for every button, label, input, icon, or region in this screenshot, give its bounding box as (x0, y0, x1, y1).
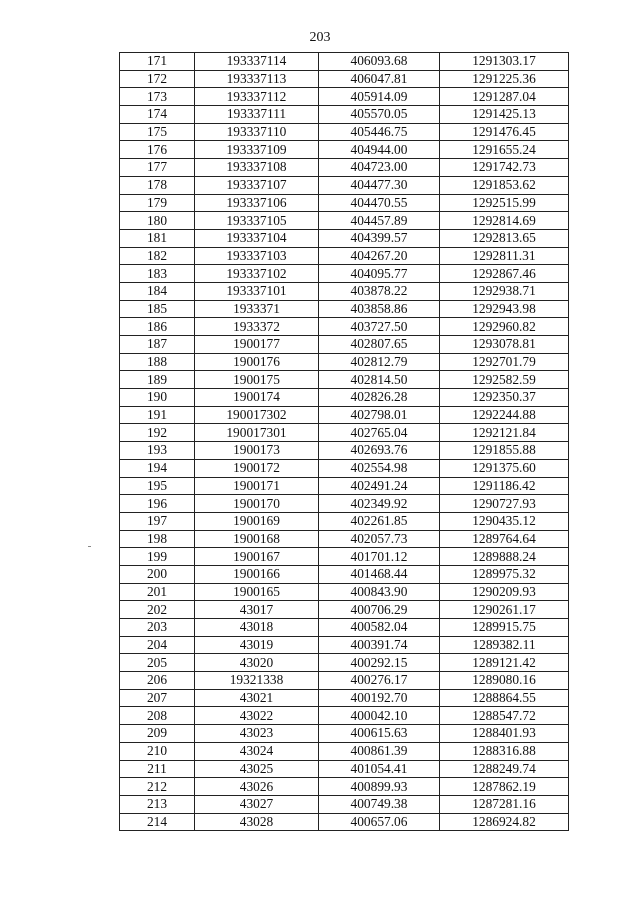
point-id-cell: 43018 (195, 619, 319, 637)
table-row (120, 742, 569, 760)
y-coordinate-cell: 1289382.11 (440, 636, 569, 654)
table-row (120, 159, 569, 177)
y-coordinate-cell: 1292867.46 (440, 265, 569, 283)
x-coordinate-cell: 406093.68 (319, 53, 440, 71)
x-coordinate-cell: 405570.05 (319, 106, 440, 124)
y-coordinate-cell: 1288401.93 (440, 725, 569, 743)
table-row (120, 176, 569, 194)
margin-mark (88, 546, 91, 547)
table-row (120, 424, 569, 442)
row-number-cell: 208 (120, 707, 195, 725)
x-coordinate-cell: 403878.22 (319, 282, 440, 300)
x-coordinate-cell: 402349.92 (319, 495, 440, 513)
row-number-cell: 196 (120, 495, 195, 513)
x-coordinate-cell: 402554.98 (319, 459, 440, 477)
row-number-cell: 200 (120, 565, 195, 583)
y-coordinate-cell: 1291655.24 (440, 141, 569, 159)
point-id-cell: 1900177 (195, 336, 319, 354)
row-number-cell: 175 (120, 123, 195, 141)
y-coordinate-cell: 1292814.69 (440, 212, 569, 230)
x-coordinate-cell: 403858.86 (319, 300, 440, 318)
point-id-cell: 193337111 (195, 106, 319, 124)
y-coordinate-cell: 1291742.73 (440, 159, 569, 177)
table-row (120, 477, 569, 495)
x-coordinate-cell: 402826.28 (319, 389, 440, 407)
x-coordinate-cell: 401468.44 (319, 565, 440, 583)
row-number-cell: 185 (120, 300, 195, 318)
table-row (120, 70, 569, 88)
y-coordinate-cell: 1292244.88 (440, 406, 569, 424)
y-coordinate-cell: 1288249.74 (440, 760, 569, 778)
x-coordinate-cell: 404399.57 (319, 229, 440, 247)
table-row (120, 619, 569, 637)
point-id-cell: 43022 (195, 707, 319, 725)
table-row (120, 813, 569, 831)
row-number-cell: 197 (120, 512, 195, 530)
x-coordinate-cell: 400861.39 (319, 742, 440, 760)
y-coordinate-cell: 1290209.93 (440, 583, 569, 601)
x-coordinate-cell: 400706.29 (319, 601, 440, 619)
table-row (120, 459, 569, 477)
point-id-cell: 193337105 (195, 212, 319, 230)
x-coordinate-cell: 402814.50 (319, 371, 440, 389)
y-coordinate-cell: 1292515.99 (440, 194, 569, 212)
x-coordinate-cell: 400843.90 (319, 583, 440, 601)
y-coordinate-cell: 1288547.72 (440, 707, 569, 725)
row-number-cell: 179 (120, 194, 195, 212)
row-number-cell: 177 (120, 159, 195, 177)
row-number-cell: 207 (120, 689, 195, 707)
point-id-cell: 43024 (195, 742, 319, 760)
row-number-cell: 213 (120, 795, 195, 813)
point-id-cell: 193337110 (195, 123, 319, 141)
x-coordinate-cell: 400276.17 (319, 672, 440, 690)
row-number-cell: 184 (120, 282, 195, 300)
point-id-cell: 190017301 (195, 424, 319, 442)
row-number-cell: 212 (120, 778, 195, 796)
x-coordinate-cell: 404095.77 (319, 265, 440, 283)
point-id-cell: 1900174 (195, 389, 319, 407)
point-id-cell: 193337103 (195, 247, 319, 265)
table-row (120, 371, 569, 389)
row-number-cell: 178 (120, 176, 195, 194)
x-coordinate-cell: 400192.70 (319, 689, 440, 707)
table-row (120, 565, 569, 583)
y-coordinate-cell: 1293078.81 (440, 336, 569, 354)
y-coordinate-cell: 1292121.84 (440, 424, 569, 442)
y-coordinate-cell: 1291225.36 (440, 70, 569, 88)
y-coordinate-cell: 1292813.65 (440, 229, 569, 247)
point-id-cell: 193337113 (195, 70, 319, 88)
row-number-cell: 210 (120, 742, 195, 760)
x-coordinate-cell: 404723.00 (319, 159, 440, 177)
y-coordinate-cell: 1290261.17 (440, 601, 569, 619)
point-id-cell: 43026 (195, 778, 319, 796)
row-number-cell: 186 (120, 318, 195, 336)
point-id-cell: 43021 (195, 689, 319, 707)
y-coordinate-cell: 1289764.64 (440, 530, 569, 548)
point-id-cell: 1900170 (195, 495, 319, 513)
row-number-cell: 206 (120, 672, 195, 690)
table-row (120, 88, 569, 106)
x-coordinate-cell: 406047.81 (319, 70, 440, 88)
row-number-cell: 189 (120, 371, 195, 389)
table-row (120, 53, 569, 71)
table-row (120, 194, 569, 212)
x-coordinate-cell: 403727.50 (319, 318, 440, 336)
row-number-cell: 199 (120, 548, 195, 566)
y-coordinate-cell: 1291375.60 (440, 459, 569, 477)
page-number: 203 (309, 30, 331, 45)
point-id-cell: 43025 (195, 760, 319, 778)
table-row (120, 636, 569, 654)
point-id-cell: 43020 (195, 654, 319, 672)
table-row (120, 265, 569, 283)
point-id-cell: 19321338 (195, 672, 319, 690)
point-id-cell: 43017 (195, 601, 319, 619)
x-coordinate-cell: 400391.74 (319, 636, 440, 654)
row-number-cell: 203 (120, 619, 195, 637)
x-coordinate-cell: 402765.04 (319, 424, 440, 442)
x-coordinate-cell: 404944.00 (319, 141, 440, 159)
y-coordinate-cell: 1289121.42 (440, 654, 569, 672)
row-number-cell: 193 (120, 442, 195, 460)
table-row (120, 530, 569, 548)
row-number-cell: 176 (120, 141, 195, 159)
x-coordinate-cell: 400042.10 (319, 707, 440, 725)
table-row (120, 654, 569, 672)
point-id-cell: 43019 (195, 636, 319, 654)
table-row (120, 229, 569, 247)
row-number-cell: 201 (120, 583, 195, 601)
row-number-cell: 187 (120, 336, 195, 354)
row-number-cell: 195 (120, 477, 195, 495)
x-coordinate-cell: 400899.93 (319, 778, 440, 796)
x-coordinate-cell: 400749.38 (319, 795, 440, 813)
y-coordinate-cell: 1291476.45 (440, 123, 569, 141)
table-row (120, 778, 569, 796)
y-coordinate-cell: 1292938.71 (440, 282, 569, 300)
y-coordinate-cell: 1289975.32 (440, 565, 569, 583)
row-number-cell: 190 (120, 389, 195, 407)
table-row (120, 512, 569, 530)
y-coordinate-cell: 1291425.13 (440, 106, 569, 124)
y-coordinate-cell: 1289915.75 (440, 619, 569, 637)
table-row (120, 725, 569, 743)
table-row (120, 336, 569, 354)
point-id-cell: 193337106 (195, 194, 319, 212)
table-row (120, 318, 569, 336)
point-id-cell: 190017302 (195, 406, 319, 424)
table-row (120, 389, 569, 407)
x-coordinate-cell: 400582.04 (319, 619, 440, 637)
x-coordinate-cell: 400292.15 (319, 654, 440, 672)
point-id-cell: 1900171 (195, 477, 319, 495)
y-coordinate-cell: 1292582.59 (440, 371, 569, 389)
table-row (120, 601, 569, 619)
y-coordinate-cell: 1291186.42 (440, 477, 569, 495)
y-coordinate-cell: 1288864.55 (440, 689, 569, 707)
table-row (120, 141, 569, 159)
point-id-cell: 1933372 (195, 318, 319, 336)
point-id-cell: 1900173 (195, 442, 319, 460)
table-row (120, 282, 569, 300)
row-number-cell: 180 (120, 212, 195, 230)
table-row (120, 247, 569, 265)
x-coordinate-cell: 404457.89 (319, 212, 440, 230)
x-coordinate-cell: 400615.63 (319, 725, 440, 743)
x-coordinate-cell: 404267.20 (319, 247, 440, 265)
row-number-cell: 191 (120, 406, 195, 424)
x-coordinate-cell: 401054.41 (319, 760, 440, 778)
point-id-cell: 1900165 (195, 583, 319, 601)
table-row (120, 300, 569, 318)
point-id-cell: 1900167 (195, 548, 319, 566)
x-coordinate-cell: 405446.75 (319, 123, 440, 141)
y-coordinate-cell: 1291855.88 (440, 442, 569, 460)
y-coordinate-cell: 1290727.93 (440, 495, 569, 513)
coordinates-table-container (119, 52, 569, 831)
x-coordinate-cell: 404477.30 (319, 176, 440, 194)
row-number-cell: 209 (120, 725, 195, 743)
point-id-cell: 1900176 (195, 353, 319, 371)
table-row (120, 760, 569, 778)
table-row (120, 406, 569, 424)
point-id-cell: 1900168 (195, 530, 319, 548)
y-coordinate-cell: 1291287.04 (440, 88, 569, 106)
table-row (120, 672, 569, 690)
row-number-cell: 183 (120, 265, 195, 283)
y-coordinate-cell: 1292960.82 (440, 318, 569, 336)
row-number-cell: 214 (120, 813, 195, 831)
table-row (120, 583, 569, 601)
point-id-cell: 1900169 (195, 512, 319, 530)
coordinates-table (119, 52, 569, 831)
point-id-cell: 1900166 (195, 565, 319, 583)
x-coordinate-cell: 400657.06 (319, 813, 440, 831)
x-coordinate-cell: 401701.12 (319, 548, 440, 566)
point-id-cell: 193337102 (195, 265, 319, 283)
x-coordinate-cell: 404470.55 (319, 194, 440, 212)
row-number-cell: 204 (120, 636, 195, 654)
row-number-cell: 192 (120, 424, 195, 442)
point-id-cell: 1900172 (195, 459, 319, 477)
row-number-cell: 181 (120, 229, 195, 247)
y-coordinate-cell: 1291853.62 (440, 176, 569, 194)
point-id-cell: 193337108 (195, 159, 319, 177)
y-coordinate-cell: 1291303.17 (440, 53, 569, 71)
point-id-cell: 193337114 (195, 53, 319, 71)
y-coordinate-cell: 1289888.24 (440, 548, 569, 566)
y-coordinate-cell: 1288316.88 (440, 742, 569, 760)
point-id-cell: 43023 (195, 725, 319, 743)
point-id-cell: 193337109 (195, 141, 319, 159)
table-row (120, 106, 569, 124)
y-coordinate-cell: 1292943.98 (440, 300, 569, 318)
table-row (120, 353, 569, 371)
row-number-cell: 174 (120, 106, 195, 124)
y-coordinate-cell: 1287281.16 (440, 795, 569, 813)
row-number-cell: 171 (120, 53, 195, 71)
x-coordinate-cell: 402261.85 (319, 512, 440, 530)
table-row (120, 212, 569, 230)
row-number-cell: 198 (120, 530, 195, 548)
x-coordinate-cell: 402693.76 (319, 442, 440, 460)
x-coordinate-cell: 402057.73 (319, 530, 440, 548)
x-coordinate-cell: 402491.24 (319, 477, 440, 495)
table-row (120, 123, 569, 141)
table-row (120, 495, 569, 513)
point-id-cell: 193337107 (195, 176, 319, 194)
row-number-cell: 194 (120, 459, 195, 477)
y-coordinate-cell: 1292811.31 (440, 247, 569, 265)
coordinates-table-body (120, 53, 569, 831)
row-number-cell: 172 (120, 70, 195, 88)
y-coordinate-cell: 1287862.19 (440, 778, 569, 796)
table-row (120, 689, 569, 707)
table-row (120, 707, 569, 725)
point-id-cell: 193337112 (195, 88, 319, 106)
table-row (120, 442, 569, 460)
row-number-cell: 211 (120, 760, 195, 778)
y-coordinate-cell: 1289080.16 (440, 672, 569, 690)
table-row (120, 795, 569, 813)
x-coordinate-cell: 402798.01 (319, 406, 440, 424)
y-coordinate-cell: 1292701.79 (440, 353, 569, 371)
point-id-cell: 193337104 (195, 229, 319, 247)
row-number-cell: 205 (120, 654, 195, 672)
y-coordinate-cell: 1290435.12 (440, 512, 569, 530)
row-number-cell: 202 (120, 601, 195, 619)
row-number-cell: 173 (120, 88, 195, 106)
row-number-cell: 182 (120, 247, 195, 265)
point-id-cell: 1900175 (195, 371, 319, 389)
point-id-cell: 1933371 (195, 300, 319, 318)
y-coordinate-cell: 1292350.37 (440, 389, 569, 407)
point-id-cell: 43027 (195, 795, 319, 813)
point-id-cell: 193337101 (195, 282, 319, 300)
x-coordinate-cell: 402807.65 (319, 336, 440, 354)
table-row (120, 548, 569, 566)
x-coordinate-cell: 405914.09 (319, 88, 440, 106)
y-coordinate-cell: 1286924.82 (440, 813, 569, 831)
x-coordinate-cell: 402812.79 (319, 353, 440, 371)
row-number-cell: 188 (120, 353, 195, 371)
point-id-cell: 43028 (195, 813, 319, 831)
